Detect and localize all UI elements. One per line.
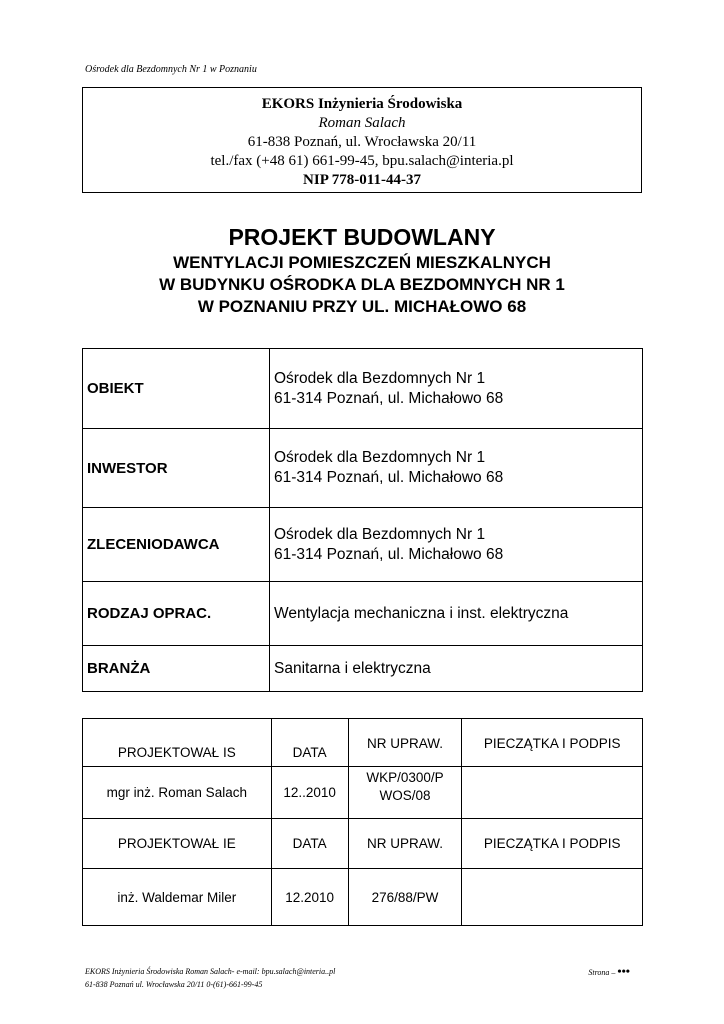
designer-date: 12..2010 — [271, 767, 348, 819]
info-label: BRANŻA — [83, 646, 270, 692]
company-person: Roman Salach — [318, 115, 406, 131]
page-footer — [85, 965, 630, 991]
designer-name: mgr inż. Roman Salach — [83, 767, 272, 819]
info-row-rodzaj-oprac — [83, 582, 643, 646]
info-value-line: 61-314 Poznań, ul. Michałowo 68 — [274, 469, 504, 486]
role-header: PROJEKTOWAŁ IS — [83, 719, 272, 767]
designer-stamp — [462, 767, 643, 819]
designer-permit — [348, 767, 462, 819]
date-header: DATA — [271, 719, 348, 767]
page-number — [588, 965, 630, 979]
info-value-line: 61-314 Poznań, ul. Michałowo 68 — [274, 545, 504, 563]
info-row-branza — [83, 646, 643, 692]
info-row-zleceniodawca — [83, 508, 643, 582]
info-value — [270, 508, 643, 582]
designer-row-ie — [83, 869, 643, 926]
permit-header: NR UPRAW. — [348, 719, 462, 767]
info-value-line: Ośrodek dla Bezdomnych Nr 1 — [274, 449, 486, 466]
page-value: ••• — [617, 964, 630, 978]
designer-name: inż. Waldemar Miler — [83, 869, 272, 926]
designer-permit: 276/88/PW — [348, 869, 462, 926]
info-label: ZLECENIODAWCA — [83, 508, 270, 582]
title-block — [0, 222, 724, 318]
info-label: INWESTOR — [83, 429, 270, 508]
project-title: PROJEKT BUDOWLANY — [228, 224, 496, 250]
company-nip: NIP 778-011-44-37 — [303, 172, 421, 188]
info-value — [270, 349, 643, 429]
info-value-line: Wentylacja mechaniczna i inst. elektryczna — [274, 604, 569, 622]
date-header: DATA — [271, 819, 348, 869]
stamp-header: PIECZĄTKA I PODPIS — [462, 719, 643, 767]
designer-date: 12.2010 — [271, 869, 348, 926]
info-value-line: Sanitarna i elektryczna — [274, 659, 431, 677]
company-box — [82, 87, 642, 193]
permit-line: WOS/08 — [379, 788, 431, 803]
project-subtitle-line-2: W BUDYNKU OŚRODKA DLA BEZDOMNYCH NR 1 — [159, 275, 565, 294]
permit-header: NR UPRAW. — [348, 819, 462, 869]
info-label: OBIEKT — [83, 349, 270, 429]
permit-line: WKP/0300/P — [366, 770, 444, 785]
info-value — [270, 582, 643, 646]
company-name: EKORS Inżynieria Środowiska — [261, 96, 463, 112]
info-value-line: Ośrodek dla Bezdomnych Nr 1 — [274, 525, 486, 543]
designer-stamp — [462, 869, 643, 926]
designer-row-is — [83, 767, 643, 819]
footer-line-2: 61-838 Poznań ul. Wrocławska 20/11 0-(61)-661-99-45 — [85, 980, 263, 989]
designers-table — [82, 718, 643, 926]
project-subtitle-line-3: W POZNANIU PRZY UL. MICHAŁOWO 68 — [197, 297, 527, 316]
footer-line-1: EKORS Inżynieria Środowiska Roman Salach- e-mail: bpu.salach@interia..pl — [85, 967, 336, 976]
info-row-inwestor — [83, 429, 643, 508]
page-header: Ośrodek dla Bezdomnych Nr 1 w Poznaniu — [85, 64, 257, 75]
project-subtitle-line-1: WENTYLACJI POMIESZCZEŃ MIESZKALNYCH — [173, 253, 551, 272]
role-header: PROJEKTOWAŁ IE — [83, 819, 272, 869]
info-label: RODZAJ OPRAC. — [83, 582, 270, 646]
designers-header-ie — [83, 819, 643, 869]
info-row-obiekt — [83, 349, 643, 429]
info-value-line: 61-314 Poznań, ul. Michałowo 68 — [274, 389, 504, 407]
info-value-line: Ośrodek dla Bezdomnych Nr 1 — [274, 369, 486, 387]
project-info-table — [82, 348, 643, 692]
page-label: Strona – — [588, 968, 616, 977]
info-value — [270, 429, 643, 508]
company-contact: tel./fax (+48 61) 661-99-45, bpu.salach@interia.pl — [210, 153, 514, 169]
info-value — [270, 646, 643, 692]
company-address: 61-838 Poznań, ul. Wrocławska 20/11 — [247, 134, 477, 150]
stamp-header: PIECZĄTKA I PODPIS — [462, 819, 643, 869]
designers-header-is — [83, 719, 643, 767]
